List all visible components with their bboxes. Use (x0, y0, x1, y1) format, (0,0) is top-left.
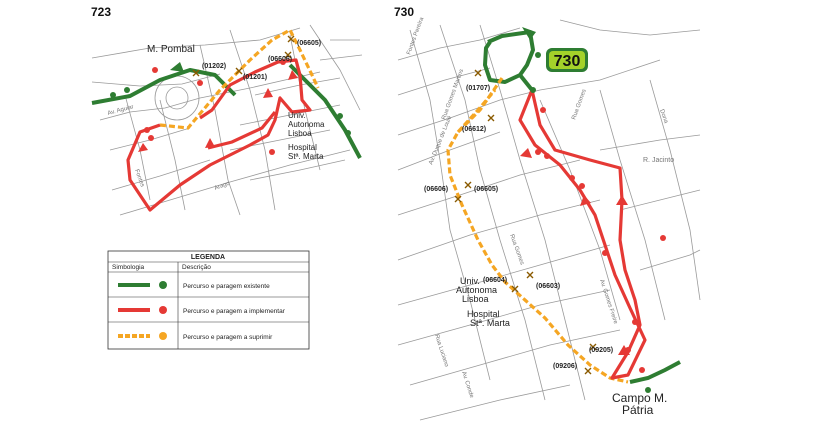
map-730 (394, 5, 700, 420)
stop-code: (06606) (268, 56, 293, 63)
univ-label: Lisboa (462, 294, 489, 304)
stop-code: (09205) (589, 347, 614, 354)
pombal-label: M. Pombal (147, 44, 195, 55)
stop-code: (06612) (462, 126, 487, 133)
hospital-label: Hospital (467, 309, 500, 319)
stop-code: (06603) (536, 283, 561, 290)
svg-text:Arago: Arago (213, 180, 231, 192)
univ-label: Univ. (460, 276, 480, 286)
hospital-label: Hospital (288, 143, 317, 152)
campo-label: Pátria (622, 403, 654, 417)
new-route-723-branch (208, 112, 275, 148)
svg-text:Rua Gomes: Rua Gomes (508, 233, 525, 266)
hospital-label: Stª. Marta (470, 318, 510, 328)
stop-code: (01202) (202, 63, 227, 70)
campo-label: Campo M. (612, 391, 668, 405)
univ-label: Lisboa (288, 129, 312, 138)
stop-code: (01201) (243, 74, 268, 81)
svg-text:Rua Gomes Martins: Rua Gomes Martins (441, 68, 466, 121)
svg-text:Dona: Dona (658, 108, 669, 125)
existing-route-730-link (520, 75, 532, 90)
stop-code: (06605) (297, 40, 322, 47)
svg-text:Av. Conde: Av. Conde (460, 370, 475, 399)
svg-text:Av. Duque de Loulé: Av. Duque de Loulé (428, 115, 454, 166)
legend-removed-stop (159, 332, 167, 340)
existing-route-730-loop (485, 32, 533, 82)
legend-row-label: Percurso e paragem existente (183, 283, 270, 290)
stop-code: (06604) (483, 277, 508, 284)
map-723 (91, 5, 362, 215)
legend-row-label: Percurso e paragem a suprimir (183, 334, 273, 341)
legend-title: LEGENDA (190, 254, 226, 261)
svg-text:Av. Gomes Freire: Av. Gomes Freire (598, 278, 619, 325)
univ-label: Univ. (288, 111, 306, 120)
stop-code: (06606) (424, 186, 449, 193)
route-730-badge (546, 48, 588, 72)
svg-text:Fontes: Fontes (133, 168, 146, 188)
legend (108, 251, 309, 349)
svg-text:Rua Luciano: Rua Luciano (433, 333, 450, 368)
legend-col-description: Descrição (182, 264, 211, 271)
legend-row-label: Percurso e paragem a implementar (183, 308, 285, 315)
new-route-730 (520, 90, 645, 378)
hospital-label: Stª. Marta (288, 152, 324, 161)
stop-code: (06605) (474, 186, 499, 193)
stop-code: (01707) (466, 85, 491, 92)
existing-route-arrow-723 (170, 62, 184, 72)
svg-text:Fontes Pereira: Fontes Pereira (406, 16, 426, 56)
legend-new-stop (159, 306, 167, 314)
univ-label: Autonoma (288, 120, 325, 129)
univ-label: Autonoma (456, 285, 498, 295)
stop-code: (09206) (553, 363, 578, 370)
legend-existing-stop (159, 281, 167, 289)
map-730-title: 730 (394, 5, 415, 19)
legend-col-symbol: Simbologia (112, 264, 145, 271)
svg-text:R. Jacinto: R. Jacinto (643, 157, 675, 164)
svg-text:Av. Aguiar: Av. Aguiar (106, 104, 135, 117)
svg-text:Rua Gomes: Rua Gomes (571, 88, 588, 121)
route-badge-text: 730 (553, 53, 581, 70)
map-723-title: 723 (91, 5, 112, 19)
existing-route-730-south (630, 362, 680, 382)
